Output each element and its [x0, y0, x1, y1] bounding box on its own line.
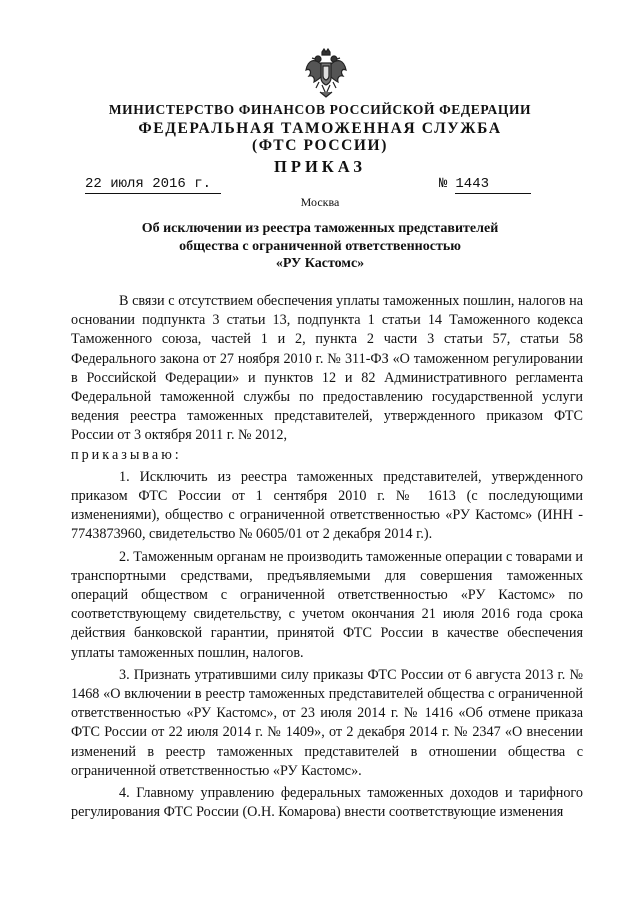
subject-line-1: Об исключении из реестра таможенных представителей [141, 221, 499, 236]
order-number: 1443 [455, 175, 531, 194]
subject-line-2: общества с ограниченной ответственностью [179, 238, 461, 254]
order-number-block [439, 175, 545, 194]
order-city: Москва [300, 195, 340, 209]
service-name: ФЕДЕРАЛЬНАЯ ТАМОЖЕННАЯ СЛУЖБА [138, 120, 502, 137]
service-abbreviation: (ФТС РОССИИ) [252, 137, 388, 154]
order-body [71, 292, 583, 825]
ministry-name: МИНИСТЕРСТВО ФИНАНСОВ РОССИЙСКОЙ ФЕДЕРАЦИИ [108, 102, 532, 117]
item-3-paragraph: 3. Признать утратившими силу приказы ФТС России от 6 августа 2013 г. № 1468 «О включении в реестр таможенных представителей общества с ограниченной ответственностью «РУ Кастомс», от 23 июля 2014 г. № 1416 «Об отмене приказа ФТС России от 22 июля 2014 г. № 1409», от 2 декабря 2014 г. № 2347 «О внесении изменений в реестр таможенных представителей в отношении общества с ограниченной ответственностью «РУ Кастомс». [71, 666, 583, 779]
item-2-paragraph: 2. Таможенным органам не производить таможенные операции с товарами и транспортными средствами, предъявляемыми для совершения таможенных операций обществом с ограниченной ответственностью «РУ Кастомс» по соответствующему свидетельству, с учетом окончания 21 июля 2016 года срока действия банковской гарантии, принятой ФТС России в качестве обеспечения уплаты таможенных пошлин, налогов. [71, 548, 583, 661]
order-subject [0, 220, 640, 273]
document-type: ПРИКАЗ [274, 157, 366, 176]
coat-of-arms-emblem [304, 48, 348, 98]
number-sign: № [439, 176, 448, 192]
item-1-paragraph: 1. Исключить из реестра таможенных представителей, утвержденного приказом ФТС России от 1 сентября 2010 г. № 1613 (с последующими изменениями), общество с ограниченной ответственностью «РУ Кастомс» (ИНН - 7743873960, свидетельство № 0605/01 от 2 декабря 2014 г.). [71, 468, 583, 543]
subject-line-3: «РУ Кастомс» [275, 256, 365, 271]
order-date: 22 июля 2016 г. [85, 175, 221, 194]
item-4-paragraph: 4. Главному управлению федеральных таможенных доходов и тарифного регулирования ФТС России (О.Н. Комарова) внести соответствующие изменения [71, 785, 583, 821]
order-word: приказываю: [71, 446, 182, 463]
preamble-paragraph: В связи с отсутствием обеспечения уплаты таможенных пошлин, налогов на основании подпункта 3 статьи 13, подпункта 1 статьи 14 Таможенного кодекса Таможенного союза, частей 1 и 2, пункта 2 части 3 статьи 57, статьи 58 Федерального закона от 27 ноября 2010 г. № 311-ФЗ «О таможенном регулировании в Российской Федерации» и пунктов 12 и 82 Административного регламента Федеральной таможенной службы по предоставлению государственной услуги ведения реестра таможенных представителей, утвержденного приказом ФТС России от 3 октября 2011 г. № 2012, [71, 293, 583, 444]
